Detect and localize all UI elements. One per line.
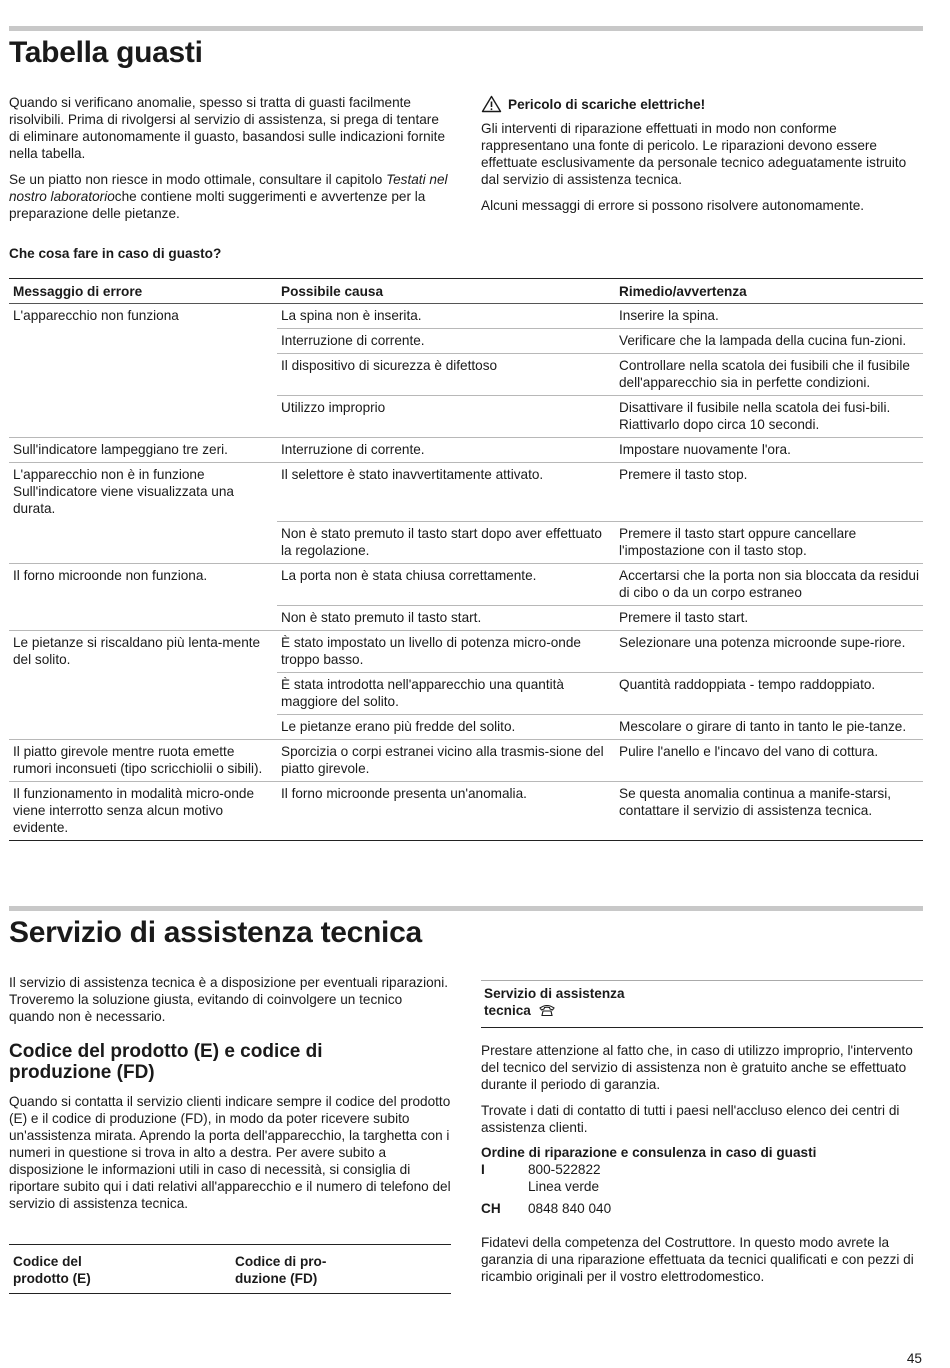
fault-table-header [9,279,923,304]
table-row [9,354,923,396]
header-possible-cause: Possibile causa [277,279,615,304]
service-phone-box [481,980,923,1028]
cell-error: Il funzionamento in modalità micro-onde viene interrotto senza alcun motivo evidente. [9,781,277,840]
cell-error: Il piatto girevole mentre ruota emette rumori inconsueti (tipo scricchiolii o sibili). [9,739,277,781]
product-code-heading: Codice del prodotto (E) e codice di produzione (FD) [9,1041,323,1083]
contact-row-italy [481,1161,923,1195]
warning-title [481,95,923,113]
table-row [9,605,923,630]
cell-error: Le pietanze si riscaldano più lenta-mente del solito. [9,630,277,672]
service-box-line1: Servizio di assistenza [484,986,625,1001]
section-rule [9,26,923,31]
cell-cause: Utilizzo improprio [277,396,615,438]
cell-error [9,354,277,396]
contact-country: I [481,1162,485,1177]
table-row [9,630,923,672]
cell-error [9,714,277,739]
cell-remedy: Se questa anomalia continua a manife-starsi, contattare il servizio di assistenza tecnica. [615,781,923,840]
product-code-paragraph: Quando si contatta il servizio clienti indicare sempre il codice del prodotto (E) e il codice di produzione (FD), in modo da poter ricevere subito un'assistenza mirata. Aprendo la porta dell'apparecchio, la targhetta con i numeri in questione si trova in alto a destra. Per avere subito a disposizione le informazioni utili in caso di necessità, si consiglia di riportare subito qui i dati relativi all'apparecchio e il numero di telefono del servizio di assistenza tecnica. [9,1094,451,1211]
cell-remedy: Inserire la spina. [619,308,719,323]
table-row [9,396,923,438]
warning-column [481,95,923,223]
repair-order-heading: Ordine di riparazione e consulenza in caso di guasti [481,1145,817,1160]
production-code-label-line2: duzione (FD) [235,1271,318,1286]
warning-paragraph-1: Gli interventi di riparazione effettuati in modo non conforme rappresentano una fonte di pericolo. Le riparazioni devono essere effettuate esclusivamente da personale tecnico adeguatamente istruito dal servizio di assistenza tecnica. [481,121,907,187]
contact-number: 800-522822 [528,1162,601,1177]
cell-cause: È stato impostato un livello di potenza micro-onde troppo basso. [277,630,615,672]
intro-paragraph-1: Quando si verificano anomalie, spesso si tratta di guasti facilmente risolvibili. Prima di rivolgersi al servizio di assistenza, si prega di tentare di eliminare autonomamente il guasto, basandosi sulle indicazioni fornite nella tabella. [9,95,446,161]
product-code-label-line2: prodotto (E) [13,1271,91,1286]
contact-row-switzerland [481,1200,923,1217]
cell-remedy: Premere il tasto start. [615,605,923,630]
service-right-column [481,1042,923,1294]
table-row [9,739,923,781]
warning-paragraph-2: Alcuni messaggi di errore si possono risolvere autonomamente. [481,198,865,213]
codes-entry-box [9,1244,451,1294]
question-heading: Che cosa fare in caso di guasto? [9,246,222,261]
table-row [9,563,923,605]
contact-number: 0848 840 040 [528,1201,612,1216]
fault-table [9,278,923,841]
cell-remedy: Mescolare o girare di tanto in tanto le pie-tanze. [615,714,923,739]
table-row [9,714,923,739]
cell-error [9,605,277,630]
cell-cause: Interruzione di corrente. [277,329,615,354]
cell-remedy: Pulire l'anello e l'incavo del vano di cottura. [615,739,923,781]
section-title: Servizio di assistenza tecnica [9,916,422,949]
cell-cause: La porta non è stata chiusa correttamente. [277,563,615,605]
table-row [9,521,923,563]
cell-cause: Le pietanze erano più fredde del solito. [277,714,615,739]
cell-cause: Interruzione di corrente. [277,438,615,463]
warning-title-text: Pericolo di scariche elettriche! [508,96,706,112]
contact-note: Linea verde [528,1179,600,1194]
intro-column [9,94,451,231]
cell-error [9,672,277,714]
table-row [9,304,923,329]
table-row [9,781,923,840]
header-remedy: Rimedio/avvertenza [615,279,923,304]
cell-remedy: Disattivare il fusibile nella scatola dei fusi-bili. Riattivarlo dopo circa 10 secondi. [615,396,923,438]
cell-remedy: Premere il tasto stop. [615,463,923,522]
cell-error: L'apparecchio non funziona [13,308,179,323]
cell-remedy: Verificare che la lampada della cucina fun-zioni. [615,329,923,354]
service-intro: Il servizio di assistenza tecnica è a disposizione per eventuali riparazioni. Troveremo la soluzione giusta, evitando di coinvolgere un tecnico quando non è necessario. [9,975,449,1024]
table-row [9,329,923,354]
cell-remedy: Selezionare una potenza microonde supe-riore. [615,630,923,672]
header-error-message: Messaggio di errore [9,279,277,304]
product-code-label [13,1253,91,1287]
table-row [9,438,923,463]
cell-remedy: Premere il tasto start oppure cancellare l'impostazione con il tasto stop. [615,521,923,563]
cell-error: Il forno microonde non funziona. [9,563,277,605]
table-row [9,672,923,714]
page-title: Tabella guasti [9,36,203,69]
cell-cause: È stata introdotta nell'apparecchio una quantità maggiore del solito. [277,672,615,714]
product-code-label-line1: Codice del [13,1254,82,1269]
cell-cause: Non è stato premuto il tasto start dopo aver effettuato la regolazione. [277,521,615,563]
cell-cause: Il forno microonde presenta un'anomalia. [277,781,615,840]
cell-remedy: Controllare nella scatola dei fusibili che il fusibile dell'apparecchio sia in perfette condizioni. [615,354,923,396]
service-left-column [9,974,451,1221]
cell-cause: Sporcizia o corpi estranei vicino alla trasmis-sione del piatto girevole. [277,739,615,781]
contact-country: CH [481,1201,501,1216]
telephone-icon [538,1003,556,1017]
closing-paragraph: Fidatevi della competenza del Costruttore. In questo modo avrete la garanzia di una riparazione effettuata da tecnici qualificati e con pezzi di ricambio originali per il vostro elettrodomestico. [481,1235,914,1284]
production-code-label-line1: Codice di pro- [235,1254,327,1269]
cell-cause: Il selettore è stato inavvertitamente attivato. [277,463,615,522]
cell-error [9,329,277,354]
production-code-label [235,1253,326,1287]
intro-text-b: che contiene molti suggerimenti e avvertenze per la preparazione delle pietanze. [9,189,426,221]
cell-error: Sull'indicatore lampeggiano tre zeri. [9,438,277,463]
contacts-paragraph: Trovate i dati di contatto di tutti i paesi nell'accluso elenco dei centri di assistenza clienti. [481,1103,900,1135]
cell-remedy: Impostare nuovamente l'ora. [615,438,923,463]
page-number: 45 [906,1351,922,1366]
intro-paragraph-2 [9,171,451,222]
cell-remedy: Quantità raddoppiata - tempo raddoppiato. [615,672,923,714]
intro-chapter-ref: Testati nel nostro laboratorio [9,172,448,204]
service-box-line2: tecnica [484,1003,531,1018]
warranty-paragraph: Prestare attenzione al fatto che, in caso di utilizzo improprio, l'intervento del tecnico del servizio di assistenza non è gratuito anche se effettuato durante il periodo di garanzia. [481,1043,913,1092]
intro-text-a: Se un piatto non riesce in modo ottimale, consultare il capitolo [9,172,387,187]
cell-error [9,521,277,563]
cell-cause: Il dispositivo di sicurezza è difettoso [277,354,615,396]
section-rule [9,906,923,911]
table-row [9,463,923,522]
cell-cause: Non è stato premuto il tasto start. [277,605,615,630]
contact-details [528,1161,601,1195]
cell-cause: La spina non è inserita. [281,308,422,323]
warning-triangle-icon [481,95,502,113]
cell-remedy: Accertarsi che la porta non sia bloccata da residui di cibo o da un corpo estraneo [615,563,923,605]
cell-error [9,396,277,438]
cell-error: L'apparecchio non è in funzione Sull'indicatore viene visualizzata una durata. [9,463,277,522]
